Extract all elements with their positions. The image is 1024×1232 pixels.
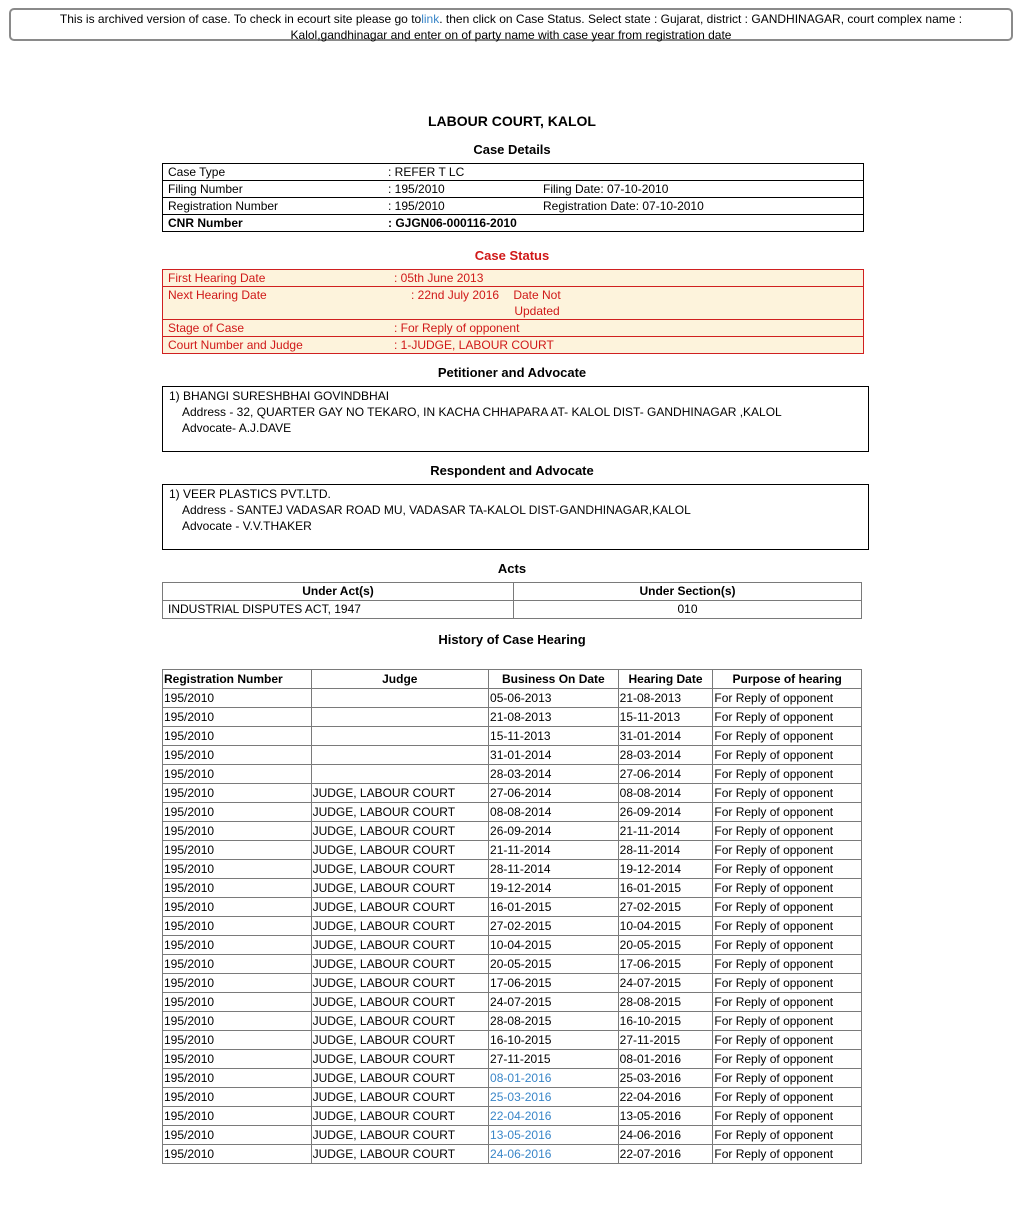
history-header: Purpose of hearing <box>713 670 862 689</box>
judge-cell: JUDGE, LABOUR COURT <box>311 917 488 936</box>
hearing-date-cell: 08-01-2016 <box>618 1050 713 1069</box>
acts-header-row <box>163 583 862 601</box>
registration-number-cell: 195/2010 <box>163 898 312 917</box>
purpose-cell: For Reply of opponent <box>713 708 862 727</box>
history-table <box>162 669 862 1164</box>
status-label: Next Hearing Date <box>163 287 390 320</box>
registration-number-cell: 195/2010 <box>163 727 312 746</box>
history-header-row <box>163 670 862 689</box>
registration-number-cell: 195/2010 <box>163 822 312 841</box>
petitioner-title: Petitioner and Advocate <box>437 365 587 380</box>
date-not-updated-note: Date Not Updated <box>513 288 561 318</box>
business-date-cell: 27-02-2015 <box>489 917 619 936</box>
respondent-advocate: Advocate - V.V.THAKER <box>182 519 312 533</box>
history-row <box>163 955 862 974</box>
registration-number-cell: 195/2010 <box>163 1069 312 1088</box>
acts-title: Acts <box>497 561 527 576</box>
respondent-name: 1) VEER PLASTICS PVT.LTD. <box>169 487 331 501</box>
hearing-date-cell: 25-03-2016 <box>618 1069 713 1088</box>
registration-number-cell: 195/2010 <box>163 803 312 822</box>
judge-cell: JUDGE, LABOUR COURT <box>311 898 488 917</box>
hearing-date-cell: 13-05-2016 <box>618 1107 713 1126</box>
history-row <box>163 841 862 860</box>
business-date-cell: 15-11-2013 <box>489 727 619 746</box>
judge-cell: JUDGE, LABOUR COURT <box>311 860 488 879</box>
purpose-cell: For Reply of opponent <box>713 955 862 974</box>
judge-cell: JUDGE, LABOUR COURT <box>311 1145 488 1164</box>
registration-number-cell: 195/2010 <box>163 860 312 879</box>
business-date-cell: 24-07-2015 <box>489 993 619 1012</box>
history-row <box>163 974 862 993</box>
history-row <box>163 993 862 1012</box>
history-row <box>163 936 862 955</box>
filing-number-row <box>163 181 864 198</box>
history-row <box>163 860 862 879</box>
registration-number-row <box>163 198 864 215</box>
next-hearing-row <box>163 287 864 320</box>
status-label: Court Number and Judge <box>163 337 390 354</box>
business-date-cell: 16-01-2015 <box>489 898 619 917</box>
registration-number-cell: 195/2010 <box>163 765 312 784</box>
registration-number-cell: 195/2010 <box>163 1088 312 1107</box>
history-row <box>163 1031 862 1050</box>
registration-number-cell: 195/2010 <box>163 746 312 765</box>
stage-row <box>163 320 864 337</box>
business-date-cell: 05-06-2013 <box>489 689 619 708</box>
hearing-date-cell: 17-06-2015 <box>618 955 713 974</box>
judge-cell: JUDGE, LABOUR COURT <box>311 822 488 841</box>
business-date-cell: 31-01-2014 <box>489 746 619 765</box>
purpose-cell: For Reply of opponent <box>713 841 862 860</box>
purpose-cell: For Reply of opponent <box>713 1107 862 1126</box>
registration-number-cell: 195/2010 <box>163 955 312 974</box>
first-hearing-row <box>163 270 864 287</box>
purpose-cell: For Reply of opponent <box>713 993 862 1012</box>
purpose-cell: For Reply of opponent <box>713 1126 862 1145</box>
purpose-cell: For Reply of opponent <box>713 689 862 708</box>
notice-text-before: This is archived version of case. To check in ecourt site please go to <box>59 12 422 26</box>
history-row <box>163 822 862 841</box>
history-row <box>163 1069 862 1088</box>
registration-number-cell: 195/2010 <box>163 784 312 803</box>
act-name: INDUSTRIAL DISPUTES ACT, 1947 <box>163 601 514 619</box>
hearing-date-cell: 21-08-2013 <box>618 689 713 708</box>
hearing-date-cell: 15-11-2013 <box>618 708 713 727</box>
purpose-cell: For Reply of opponent <box>713 974 862 993</box>
history-row <box>163 898 862 917</box>
status-value: : For Reply of opponent <box>389 320 864 337</box>
judge-cell: JUDGE, LABOUR COURT <box>311 784 488 803</box>
history-row <box>163 708 862 727</box>
business-date-link[interactable]: 08-01-2016 <box>489 1069 619 1088</box>
purpose-cell: For Reply of opponent <box>713 936 862 955</box>
hearing-date-cell: 10-04-2015 <box>618 917 713 936</box>
purpose-cell: For Reply of opponent <box>713 1069 862 1088</box>
history-row <box>163 1107 862 1126</box>
business-date-cell: 21-08-2013 <box>489 708 619 727</box>
purpose-cell: For Reply of opponent <box>713 860 862 879</box>
business-date-cell: 17-06-2015 <box>489 974 619 993</box>
ecourt-link[interactable]: link <box>421 12 440 26</box>
hearing-date-cell: 27-02-2015 <box>618 898 713 917</box>
status-label: First Hearing Date <box>168 271 266 285</box>
history-row <box>163 1050 862 1069</box>
purpose-cell: For Reply of opponent <box>713 917 862 936</box>
purpose-cell: For Reply of opponent <box>713 1145 862 1164</box>
registration-number-cell: 195/2010 <box>163 689 312 708</box>
judge-cell: JUDGE, LABOUR COURT <box>311 1107 488 1126</box>
judge-cell: JUDGE, LABOUR COURT <box>311 803 488 822</box>
purpose-cell: For Reply of opponent <box>713 822 862 841</box>
purpose-cell: For Reply of opponent <box>713 1031 862 1050</box>
history-header: Registration Number <box>163 670 312 689</box>
status-value: : 1-JUDGE, LABOUR COURT <box>389 337 864 354</box>
judge-cell: JUDGE, LABOUR COURT <box>311 1012 488 1031</box>
judge-cell: JUDGE, LABOUR COURT <box>311 936 488 955</box>
purpose-cell: For Reply of opponent <box>713 1088 862 1107</box>
status-value: : 22nd July 2016 <box>411 288 500 302</box>
judge-cell: JUDGE, LABOUR COURT <box>311 955 488 974</box>
history-row <box>163 727 862 746</box>
registration-number-cell: 195/2010 <box>163 1126 312 1145</box>
history-row <box>163 1088 862 1107</box>
hearing-date-cell: 26-09-2014 <box>618 803 713 822</box>
hearing-date-cell: 31-01-2014 <box>618 727 713 746</box>
judge-cell <box>311 689 488 708</box>
purpose-cell: For Reply of opponent <box>713 879 862 898</box>
judge-cell <box>311 765 488 784</box>
business-date-link[interactable]: 25-03-2016 <box>489 1088 619 1107</box>
hearing-date-cell: 27-06-2014 <box>618 765 713 784</box>
hearing-date-cell: 28-08-2015 <box>618 993 713 1012</box>
history-header: Hearing Date <box>618 670 713 689</box>
hearing-date-cell: 28-03-2014 <box>618 746 713 765</box>
registration-number-cell: 195/2010 <box>163 1031 312 1050</box>
judge-cell <box>311 708 488 727</box>
judge-cell: JUDGE, LABOUR COURT <box>311 1050 488 1069</box>
business-date-link[interactable]: 13-05-2016 <box>489 1126 619 1145</box>
history-row <box>163 689 862 708</box>
history-row <box>163 917 862 936</box>
business-date-cell: 08-08-2014 <box>489 803 619 822</box>
history-title: History of Case Hearing <box>438 632 586 647</box>
registration-number-cell: 195/2010 <box>163 993 312 1012</box>
petitioner-name: 1) BHANGI SURESHBHAI GOVINDBHAI <box>169 389 390 403</box>
hearing-date-cell: 24-07-2015 <box>618 974 713 993</box>
business-date-cell: 27-11-2015 <box>489 1050 619 1069</box>
hearing-date-cell: 27-11-2015 <box>618 1031 713 1050</box>
detail-label: Filing Number <box>163 181 384 198</box>
history-row <box>163 1012 862 1031</box>
petitioner-address: Address - 32, QUARTER GAY NO TEKARO, IN KACHA CHHAPARA AT- KALOL DIST- GANDHINAGAR ,KALOL <box>182 405 782 419</box>
detail-value: : 195/2010 <box>383 198 538 215</box>
case-details-title: Case Details <box>473 142 551 157</box>
judge-cell: JUDGE, LABOUR COURT <box>311 1031 488 1050</box>
case-details-table <box>162 163 864 232</box>
judge-cell: JUDGE, LABOUR COURT <box>311 1126 488 1145</box>
history-header: Business On Date <box>489 670 619 689</box>
history-row <box>163 1145 862 1164</box>
detail-value: : 195/2010 <box>383 181 538 198</box>
business-date-cell: 20-05-2015 <box>489 955 619 974</box>
case-status-table <box>162 269 864 354</box>
act-section: 010 <box>514 601 862 619</box>
judge-cell: JUDGE, LABOUR COURT <box>311 993 488 1012</box>
status-value: : 05th June 2013 <box>394 271 484 285</box>
acts-header: Under Section(s) <box>514 583 862 601</box>
detail-label: Registration Number <box>163 198 384 215</box>
court-judge-row <box>163 337 864 354</box>
hearing-date-cell: 22-07-2016 <box>618 1145 713 1164</box>
hearing-date-cell: 22-04-2016 <box>618 1088 713 1107</box>
acts-row <box>163 601 862 619</box>
hearing-date-cell: 21-11-2014 <box>618 822 713 841</box>
detail-extra: Filing Date: 07-10-2010 <box>538 181 864 198</box>
purpose-cell: For Reply of opponent <box>713 746 862 765</box>
detail-value: : GJGN06-000116-2010 <box>383 215 864 232</box>
business-date-cell: 16-10-2015 <box>489 1031 619 1050</box>
acts-table <box>162 582 862 619</box>
business-date-cell: 19-12-2014 <box>489 879 619 898</box>
registration-number-cell: 195/2010 <box>163 841 312 860</box>
business-date-cell: 26-09-2014 <box>489 822 619 841</box>
case-status-title: Case Status <box>474 248 550 263</box>
detail-label: Case Type <box>168 165 226 179</box>
history-body <box>163 689 862 1164</box>
history-row <box>163 803 862 822</box>
registration-number-cell: 195/2010 <box>163 936 312 955</box>
case-type-row <box>163 164 864 181</box>
registration-number-cell: 195/2010 <box>163 974 312 993</box>
history-row <box>163 879 862 898</box>
judge-cell: JUDGE, LABOUR COURT <box>311 1069 488 1088</box>
registration-number-cell: 195/2010 <box>163 1012 312 1031</box>
hearing-date-cell: 20-05-2015 <box>618 936 713 955</box>
archive-notice <box>9 8 1013 41</box>
petitioner-box <box>162 386 869 452</box>
registration-number-cell: 195/2010 <box>163 1050 312 1069</box>
next-hearing-cell <box>389 287 864 320</box>
business-date-cell: 28-08-2015 <box>489 1012 619 1031</box>
business-date-cell: 10-04-2015 <box>489 936 619 955</box>
business-date-cell: 28-11-2014 <box>489 860 619 879</box>
business-date-cell: 28-03-2014 <box>489 765 619 784</box>
hearing-date-cell: 28-11-2014 <box>618 841 713 860</box>
registration-number-cell: 195/2010 <box>163 917 312 936</box>
history-row <box>163 746 862 765</box>
registration-number-cell: 195/2010 <box>163 708 312 727</box>
detail-value: : REFER T LC <box>388 165 465 179</box>
purpose-cell: For Reply of opponent <box>713 727 862 746</box>
purpose-cell: For Reply of opponent <box>713 784 862 803</box>
judge-cell <box>311 746 488 765</box>
business-date-cell: 27-06-2014 <box>489 784 619 803</box>
respondent-address: Address - SANTEJ VADASAR ROAD MU, VADASAR TA-KALOL DIST-GANDHINAGAR,KALOL <box>182 503 691 517</box>
hearing-date-cell: 16-10-2015 <box>618 1012 713 1031</box>
business-date-link[interactable]: 24-06-2016 <box>489 1145 619 1164</box>
respondent-box <box>162 484 869 550</box>
history-row <box>163 1126 862 1145</box>
hearing-date-cell: 19-12-2014 <box>618 860 713 879</box>
purpose-cell: For Reply of opponent <box>713 898 862 917</box>
business-date-cell: 21-11-2014 <box>489 841 619 860</box>
purpose-cell: For Reply of opponent <box>713 803 862 822</box>
history-row <box>163 784 862 803</box>
hearing-date-cell: 16-01-2015 <box>618 879 713 898</box>
judge-cell: JUDGE, LABOUR COURT <box>311 879 488 898</box>
business-date-link[interactable]: 22-04-2016 <box>489 1107 619 1126</box>
purpose-cell: For Reply of opponent <box>713 1050 862 1069</box>
history-header: Judge <box>311 670 488 689</box>
judge-cell: JUDGE, LABOUR COURT <box>311 841 488 860</box>
respondent-title: Respondent and Advocate <box>430 463 594 478</box>
history-row <box>163 765 862 784</box>
acts-header: Under Act(s) <box>163 583 514 601</box>
judge-cell: JUDGE, LABOUR COURT <box>311 974 488 993</box>
notice-text-after: . then click on Case Status. Select state : Gujarat, district : GANDHINAGAR, court complex name : Kalol,gandhinagar and enter on of party name with case year from registration date <box>290 12 963 42</box>
cnr-number-row <box>163 215 864 232</box>
purpose-cell: For Reply of opponent <box>713 1012 862 1031</box>
registration-number-cell: 195/2010 <box>163 1145 312 1164</box>
detail-label: CNR Number <box>163 215 384 232</box>
judge-cell <box>311 727 488 746</box>
status-label: Stage of Case <box>163 320 390 337</box>
judge-cell: JUDGE, LABOUR COURT <box>311 1088 488 1107</box>
purpose-cell: For Reply of opponent <box>713 765 862 784</box>
hearing-date-cell: 24-06-2016 <box>618 1126 713 1145</box>
registration-number-cell: 195/2010 <box>163 1107 312 1126</box>
registration-number-cell: 195/2010 <box>163 879 312 898</box>
court-title: LABOUR COURT, KALOL <box>428 113 596 129</box>
detail-extra: Registration Date: 07-10-2010 <box>538 198 864 215</box>
hearing-date-cell: 08-08-2014 <box>618 784 713 803</box>
petitioner-advocate: Advocate- A.J.DAVE <box>182 421 292 435</box>
detail-extra <box>538 164 864 181</box>
